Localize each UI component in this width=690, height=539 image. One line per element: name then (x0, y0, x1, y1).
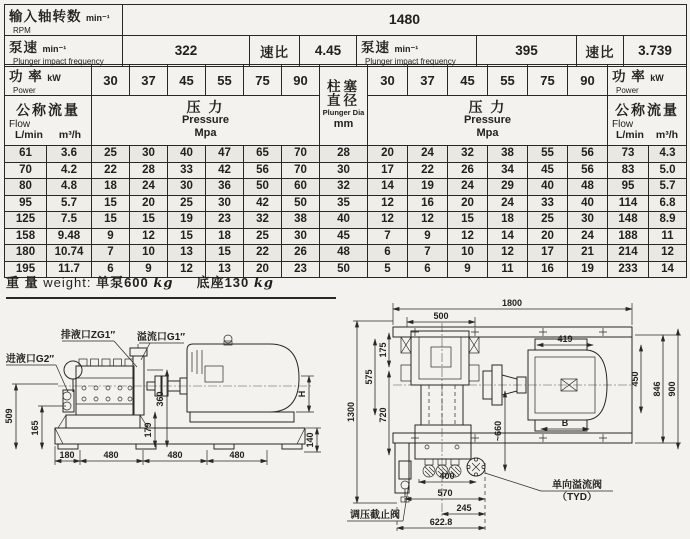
pressure-cell: 25 (168, 195, 206, 212)
dim-846: 846 (652, 381, 662, 397)
pressure-cell: 17 (528, 245, 568, 262)
flow-m3h-cell: 11 (649, 228, 687, 245)
pressure-cell: 15 (92, 195, 130, 212)
stop-valve-label: 调压截止阀 (350, 510, 400, 521)
pressure-cell: 25 (244, 228, 282, 245)
flow-m3h-cell: 5.0 (649, 162, 687, 179)
table-row (5, 245, 687, 262)
flow-m3h-cell: 12 (649, 245, 687, 262)
dim-570: 570 (437, 488, 453, 498)
plunger-dia-cell: 30 (320, 162, 368, 179)
flow-lmin-cell: 195 (5, 261, 47, 278)
flow-lmin-cell: 125 (5, 212, 47, 229)
pressure-cell: 13 (206, 261, 244, 278)
dim-175: 175 (378, 342, 388, 358)
dim-1800: 1800 (501, 298, 523, 308)
pressure-cell: 30 (282, 228, 320, 245)
pressure-cell: 7 (408, 245, 448, 262)
flow-lmin-cell: 148 (608, 212, 649, 229)
pressure-cell: 56 (244, 162, 282, 179)
pressure-cell: 12 (368, 195, 408, 212)
pressure-cell: 20 (130, 195, 168, 212)
pressure-cell: 30 (206, 195, 244, 212)
pressure-cell: 40 (528, 179, 568, 196)
pressure-cell: 13 (168, 245, 206, 262)
power-value: 45 (168, 65, 206, 96)
pressure-cell: 25 (92, 146, 130, 163)
pressure-cell: 24 (568, 228, 608, 245)
pressure-cell: 22 (244, 245, 282, 262)
plunger-dia-cell: 35 (320, 195, 368, 212)
flow-m3h-cell: 3.6 (47, 146, 92, 163)
pressure-cell: 15 (92, 212, 130, 229)
dim-165: 165 (30, 420, 40, 436)
pressure-header-left: 压 力 Pressure Mpa (92, 96, 320, 146)
dim-419: 419 (557, 334, 573, 344)
plunger-dia-cell: 40 (320, 212, 368, 229)
dim-B: B (561, 418, 569, 428)
dim-480-1: 480 (103, 450, 119, 460)
pressure-cell: 25 (528, 212, 568, 229)
pressure-cell: 60 (282, 179, 320, 196)
flow-lmin-cell: 80 (5, 179, 47, 196)
pressure-cell: 56 (568, 162, 608, 179)
pressure-cell: 12 (168, 261, 206, 278)
pressure-cell: 19 (568, 261, 608, 278)
pressure-cell: 24 (130, 179, 168, 196)
power-value: 37 (130, 65, 168, 96)
ratio-value-left: 4.45 (300, 36, 357, 67)
dim-140: 140 (305, 432, 315, 448)
pressure-cell: 18 (488, 212, 528, 229)
ratio-label-left: 速比 (250, 36, 300, 67)
plunger-dia-header: 柱塞 直径 Plunger Dia mm (320, 65, 368, 146)
power-value: 55 (488, 65, 528, 96)
pressure-cell: 33 (168, 162, 206, 179)
pump-speed-header-right: 泵速 min⁻¹ Plunger impact frequency (357, 36, 477, 67)
pressure-cell: 15 (206, 245, 244, 262)
pressure-cell: 15 (130, 212, 168, 229)
flow-m3h-cell: 14 (649, 261, 687, 278)
pressure-cell: 56 (568, 146, 608, 163)
pressure-cell: 24 (448, 179, 488, 196)
dim-360: 360 (155, 391, 165, 407)
power-value: 37 (408, 65, 448, 96)
pressure-cell: 9 (408, 228, 448, 245)
table-row (5, 146, 687, 163)
pressure-cell: 12 (448, 228, 488, 245)
plunger-dia-cell: 50 (320, 261, 368, 278)
power-value: 30 (92, 65, 130, 96)
pressure-cell: 32 (244, 212, 282, 229)
pressure-cell: 20 (244, 261, 282, 278)
table-row (5, 179, 687, 196)
relief-valve-label: 单向溢流阀 (552, 480, 602, 491)
dim-900: 900 (667, 381, 677, 397)
pressure-cell: 29 (488, 179, 528, 196)
power-value: 75 (244, 65, 282, 96)
top-view-drawing (345, 295, 690, 539)
power-value: 45 (448, 65, 488, 96)
pressure-cell: 24 (408, 146, 448, 163)
pressure-cell: 9 (92, 228, 130, 245)
dim-400: 400 (439, 471, 455, 481)
flow-m3h-cell: 10.74 (47, 245, 92, 262)
flow-m3h-cell: 7.5 (47, 212, 92, 229)
pressure-cell: 40 (168, 146, 206, 163)
pressure-cell: 15 (448, 212, 488, 229)
flow-header-left: 公称流量 Flow L/min m³/h (5, 96, 92, 146)
pressure-cell: 18 (206, 228, 244, 245)
dim-509: 509 (4, 408, 14, 424)
pressure-cell: 12 (408, 212, 448, 229)
flow-lmin-cell: 95 (608, 179, 649, 196)
pressure-cell: 42 (206, 162, 244, 179)
table-row (5, 228, 687, 245)
pressure-cell: 24 (488, 195, 528, 212)
dim-H: H (297, 390, 307, 398)
flow-m3h-cell: 8.9 (649, 212, 687, 229)
pressure-cell: 70 (282, 162, 320, 179)
inlet-port-label: 进液口G2″ (5, 354, 55, 365)
pressure-cell: 17 (368, 162, 408, 179)
rpm-header: 输入轴转数 min⁻¹ RPM (5, 5, 123, 36)
ratio-label-right: 速比 (577, 36, 624, 67)
pump-speed-header-left: 泵速 min⁻¹ Plunger impact frequency (5, 36, 123, 67)
pressure-cell: 42 (244, 195, 282, 212)
pressure-cell: 12 (130, 228, 168, 245)
weight-note: 重 量 weight: 单泵600 kg 底座130 kg (6, 272, 336, 299)
pressure-cell: 32 (448, 146, 488, 163)
dim-179: 179 (143, 422, 153, 438)
table-row (5, 195, 687, 212)
pressure-cell: 6 (368, 245, 408, 262)
dim-622-8: 622.8 (429, 517, 453, 527)
pressure-cell: 26 (282, 245, 320, 262)
pressure-cell: 9 (448, 261, 488, 278)
pressure-cell: 7 (92, 245, 130, 262)
ratio-value-right: 3.739 (624, 36, 687, 67)
pressure-cell: 50 (282, 195, 320, 212)
dim-180: 180 (59, 450, 75, 460)
plunger-dia-cell: 45 (320, 228, 368, 245)
pressure-cell: 21 (568, 245, 608, 262)
pressure-cell: 47 (206, 146, 244, 163)
pressure-cell: 16 (528, 261, 568, 278)
discharge-port-label: 排液口ZG1″ (60, 330, 116, 341)
dim-245: 245 (456, 503, 472, 513)
dim-720: 720 (378, 407, 388, 423)
flow-m3h-cell: 4.8 (47, 179, 92, 196)
flow-lmin-cell: 214 (608, 245, 649, 262)
pressure-cell: 65 (244, 146, 282, 163)
pressure-cell: 12 (488, 245, 528, 262)
pressure-cell: 11 (488, 261, 528, 278)
flow-lmin-cell: 61 (5, 146, 47, 163)
flow-header-right: 公称流量 Flow L/min m³/h (608, 96, 687, 146)
pressure-cell: 6 (408, 261, 448, 278)
flow-m3h-cell: 6.8 (649, 195, 687, 212)
pump-speed-value-left: 322 (123, 36, 250, 67)
dim-660: ~660 (493, 420, 503, 442)
pressure-cell: 26 (448, 162, 488, 179)
flow-lmin-cell: 73 (608, 146, 649, 163)
flow-lmin-cell: 95 (5, 195, 47, 212)
power-value: 75 (528, 65, 568, 96)
pressure-cell: 38 (488, 146, 528, 163)
dim-1300: 1300 (346, 401, 356, 423)
flow-lmin-cell: 180 (5, 245, 47, 262)
flow-m3h-cell: 11.7 (47, 261, 92, 278)
side-view-drawing (0, 300, 345, 539)
pressure-cell: 30 (130, 146, 168, 163)
pressure-cell: 40 (568, 195, 608, 212)
pressure-cell: 19 (168, 212, 206, 229)
pressure-cell: 55 (528, 146, 568, 163)
pressure-cell: 23 (282, 261, 320, 278)
rpm-value: 1480 (123, 5, 687, 36)
power-value: 90 (282, 65, 320, 96)
pressure-cell: 9 (130, 261, 168, 278)
pressure-cell: 34 (488, 162, 528, 179)
pressure-header-right: 压 力 Pressure Mpa (368, 96, 608, 146)
flow-m3h-cell: 9.48 (47, 228, 92, 245)
flow-lmin-cell: 188 (608, 228, 649, 245)
spec-table-body (5, 146, 687, 278)
pressure-cell: 15 (168, 228, 206, 245)
flow-lmin-cell: 83 (608, 162, 649, 179)
pressure-cell: 28 (130, 162, 168, 179)
pressure-cell: 20 (528, 228, 568, 245)
pressure-cell: 10 (448, 245, 488, 262)
plunger-dia-cell: 32 (320, 179, 368, 196)
plunger-dia-cell: 28 (320, 146, 368, 163)
pressure-cell: 22 (408, 162, 448, 179)
pressure-cell: 30 (168, 179, 206, 196)
pump-speed-value-right: 395 (477, 36, 577, 67)
power-header-left: 功 率 kW Power (5, 65, 92, 96)
pressure-cell: 22 (92, 162, 130, 179)
power-value: 90 (568, 65, 608, 96)
flow-m3h-cell: 5.7 (649, 179, 687, 196)
pressure-cell: 6 (92, 261, 130, 278)
speed-header-table (4, 4, 687, 67)
dim-450: 450 (630, 371, 640, 387)
flow-lmin-cell: 158 (5, 228, 47, 245)
pressure-cell: 19 (408, 179, 448, 196)
pressure-cell: 45 (528, 162, 568, 179)
table-row (5, 212, 687, 229)
pressure-cell: 20 (368, 146, 408, 163)
plunger-dia-cell: 48 (320, 245, 368, 262)
pressure-cell: 7 (368, 228, 408, 245)
dim-500: 500 (433, 311, 449, 321)
pressure-cell: 10 (130, 245, 168, 262)
pressure-cell: 20 (448, 195, 488, 212)
pressure-cell: 48 (568, 179, 608, 196)
pressure-cell: 33 (528, 195, 568, 212)
flow-m3h-cell: 4.3 (649, 146, 687, 163)
pressure-cell: 23 (206, 212, 244, 229)
dim-575: 575 (364, 369, 374, 385)
pressure-cell: 14 (488, 228, 528, 245)
pressure-cell: 50 (244, 179, 282, 196)
dim-480-3: 480 (229, 450, 245, 460)
flow-lmin-cell: 70 (5, 162, 47, 179)
pressure-cell: 70 (282, 146, 320, 163)
pressure-cell: 18 (92, 179, 130, 196)
power-value: 30 (368, 65, 408, 96)
dim-480-2: 480 (167, 450, 183, 460)
pressure-cell: 30 (568, 212, 608, 229)
pressure-cell: 16 (408, 195, 448, 212)
overflow-port-label: 溢流口G1″ (136, 332, 186, 343)
power-header-right: 功 率 kW Power (608, 65, 687, 96)
pressure-cell: 14 (368, 179, 408, 196)
pressure-cell: 5 (368, 261, 408, 278)
power-value: 55 (206, 65, 244, 96)
flow-m3h-cell: 4.2 (47, 162, 92, 179)
relief-valve-model-label: （TYD） (557, 492, 597, 503)
spec-table (4, 64, 687, 278)
pressure-cell: 12 (368, 212, 408, 229)
flow-lmin-cell: 114 (608, 195, 649, 212)
flow-lmin-cell: 233 (608, 261, 649, 278)
pressure-cell: 38 (282, 212, 320, 229)
flow-m3h-cell: 5.7 (47, 195, 92, 212)
table-row (5, 162, 687, 179)
pressure-cell: 36 (206, 179, 244, 196)
